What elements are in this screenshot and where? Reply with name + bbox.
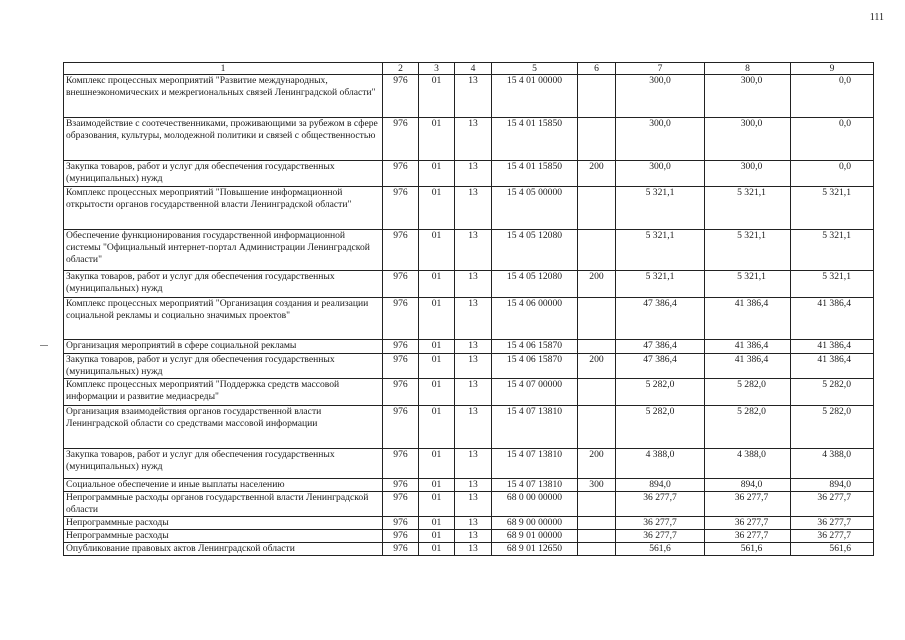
row-name-cell: Закупка товаров, работ и услуг для обеспечения государственных (муниципальных) нужд <box>64 271 383 298</box>
cell-col-7: 47 386,4 <box>616 354 705 379</box>
row-name-cell: Комплекс процессных мероприятий "Поддержка средств массовой информации и развитие медиасреды" <box>64 379 383 406</box>
cell-col-7: 5 321,1 <box>616 271 705 298</box>
cell-col-4: 13 <box>455 379 492 406</box>
cell-col-6: 300 <box>578 479 616 492</box>
cell-col-9: 36 277,7 <box>791 517 874 530</box>
cell-col-2: 976 <box>383 75 419 118</box>
row-name-cell: Непрограммные расходы <box>64 530 383 543</box>
cell-col-5: 15 4 07 13810 <box>492 406 578 449</box>
column-header: 2 <box>383 63 419 75</box>
scan-mark <box>40 345 48 346</box>
cell-col-9: 0,0 <box>791 118 874 161</box>
cell-col-3: 01 <box>419 543 455 556</box>
table-row <box>64 517 874 530</box>
cell-col-6 <box>578 379 616 406</box>
cell-col-7: 5 282,0 <box>616 379 705 406</box>
cell-col-4: 13 <box>455 449 492 479</box>
cell-col-2: 976 <box>383 492 419 517</box>
cell-col-8: 4 388,0 <box>705 449 791 479</box>
cell-col-9: 5 321,1 <box>791 271 874 298</box>
cell-col-6 <box>578 530 616 543</box>
cell-col-4: 13 <box>455 406 492 449</box>
cell-col-5: 68 9 01 12650 <box>492 543 578 556</box>
cell-col-3: 01 <box>419 379 455 406</box>
cell-col-6 <box>578 118 616 161</box>
cell-col-4: 13 <box>455 492 492 517</box>
cell-col-2: 976 <box>383 230 419 271</box>
cell-col-8: 36 277,7 <box>705 530 791 543</box>
cell-col-7: 300,0 <box>616 161 705 187</box>
row-name-cell: Организация мероприятий в сфере социальной рекламы <box>64 340 383 354</box>
table-row <box>64 379 874 406</box>
cell-col-4: 13 <box>455 118 492 161</box>
cell-col-8: 36 277,7 <box>705 517 791 530</box>
cell-col-9: 0,0 <box>791 75 874 118</box>
cell-col-2: 976 <box>383 517 419 530</box>
cell-col-2: 976 <box>383 406 419 449</box>
cell-col-8: 5 321,1 <box>705 230 791 271</box>
cell-col-4: 13 <box>455 187 492 230</box>
row-name-cell: Взаимодействие с соотечественниками, проживающими за рубежом в сфере образования, культуры, молодежной политики и связей с общественностью <box>64 118 383 161</box>
cell-col-2: 976 <box>383 340 419 354</box>
cell-col-3: 01 <box>419 449 455 479</box>
cell-col-5: 15 4 01 00000 <box>492 75 578 118</box>
cell-col-7: 36 277,7 <box>616 492 705 517</box>
cell-col-8: 561,6 <box>705 543 791 556</box>
cell-col-8: 300,0 <box>705 75 791 118</box>
cell-col-5: 68 9 00 00000 <box>492 517 578 530</box>
cell-col-2: 976 <box>383 271 419 298</box>
cell-col-3: 01 <box>419 161 455 187</box>
cell-col-7: 4 388,0 <box>616 449 705 479</box>
cell-col-4: 13 <box>455 543 492 556</box>
cell-col-4: 13 <box>455 517 492 530</box>
cell-col-8: 41 386,4 <box>705 340 791 354</box>
row-name-cell: Непрограммные расходы органов государственной власти Ленинградской области <box>64 492 383 517</box>
cell-col-9: 5 282,0 <box>791 406 874 449</box>
cell-col-4: 13 <box>455 161 492 187</box>
cell-col-2: 976 <box>383 449 419 479</box>
cell-col-3: 01 <box>419 354 455 379</box>
table-row <box>64 354 874 379</box>
table-row <box>64 543 874 556</box>
table-row <box>64 118 874 161</box>
cell-col-8: 36 277,7 <box>705 492 791 517</box>
table-row <box>64 161 874 187</box>
cell-col-9: 5 321,1 <box>791 230 874 271</box>
cell-col-5: 15 4 01 15850 <box>492 118 578 161</box>
column-header: 8 <box>705 63 791 75</box>
cell-col-8: 300,0 <box>705 118 791 161</box>
cell-col-8: 5 282,0 <box>705 406 791 449</box>
cell-col-9: 5 321,1 <box>791 187 874 230</box>
row-name-cell: Закупка товаров, работ и услуг для обеспечения государственных (муниципальных) нужд <box>64 161 383 187</box>
cell-col-4: 13 <box>455 230 492 271</box>
table-body <box>64 75 874 556</box>
cell-col-7: 36 277,7 <box>616 517 705 530</box>
budget-table <box>63 62 874 556</box>
table-header-row <box>64 63 874 75</box>
cell-col-5: 15 4 07 13810 <box>492 449 578 479</box>
cell-col-4: 13 <box>455 340 492 354</box>
cell-col-6 <box>578 75 616 118</box>
cell-col-7: 300,0 <box>616 118 705 161</box>
cell-col-6 <box>578 340 616 354</box>
row-name-cell: Комплекс процессных мероприятий "Организация создания и реализации социальной рекламы и социально значимых проектов" <box>64 298 383 340</box>
table-row <box>64 340 874 354</box>
row-name-cell: Комплекс процессных мероприятий "Развитие международных, внешнеэкономических и межрегиональных связей Ленинградской области" <box>64 75 383 118</box>
table-row <box>64 187 874 230</box>
cell-col-9: 0,0 <box>791 161 874 187</box>
table-row <box>64 530 874 543</box>
column-header: 9 <box>791 63 874 75</box>
cell-col-2: 976 <box>383 530 419 543</box>
cell-col-4: 13 <box>455 530 492 543</box>
cell-col-7: 47 386,4 <box>616 298 705 340</box>
column-header: 4 <box>455 63 492 75</box>
cell-col-2: 976 <box>383 479 419 492</box>
row-name-cell: Организация взаимодействия органов государственной власти Ленинградской области со средствами массовой информации <box>64 406 383 449</box>
cell-col-7: 894,0 <box>616 479 705 492</box>
cell-col-4: 13 <box>455 479 492 492</box>
cell-col-3: 01 <box>419 492 455 517</box>
cell-col-6 <box>578 298 616 340</box>
column-header: 3 <box>419 63 455 75</box>
cell-col-6 <box>578 187 616 230</box>
cell-col-2: 976 <box>383 354 419 379</box>
cell-col-4: 13 <box>455 354 492 379</box>
cell-col-3: 01 <box>419 75 455 118</box>
cell-col-8: 41 386,4 <box>705 298 791 340</box>
cell-col-4: 13 <box>455 75 492 118</box>
cell-col-5: 15 4 05 12080 <box>492 271 578 298</box>
cell-col-3: 01 <box>419 118 455 161</box>
cell-col-7: 5 321,1 <box>616 187 705 230</box>
cell-col-3: 01 <box>419 340 455 354</box>
table-row <box>64 449 874 479</box>
cell-col-3: 01 <box>419 298 455 340</box>
column-header: 1 <box>64 63 383 75</box>
cell-col-2: 976 <box>383 187 419 230</box>
cell-col-5: 15 4 06 15870 <box>492 340 578 354</box>
cell-col-8: 5 282,0 <box>705 379 791 406</box>
cell-col-6 <box>578 230 616 271</box>
cell-col-6: 200 <box>578 271 616 298</box>
cell-col-5: 68 9 01 00000 <box>492 530 578 543</box>
cell-col-8: 41 386,4 <box>705 354 791 379</box>
cell-col-8: 894,0 <box>705 479 791 492</box>
cell-col-9: 41 386,4 <box>791 340 874 354</box>
cell-col-2: 976 <box>383 543 419 556</box>
table-row <box>64 492 874 517</box>
table-row <box>64 271 874 298</box>
cell-col-2: 976 <box>383 298 419 340</box>
table-row <box>64 298 874 340</box>
cell-col-7: 36 277,7 <box>616 530 705 543</box>
cell-col-3: 01 <box>419 406 455 449</box>
cell-col-7: 5 282,0 <box>616 406 705 449</box>
cell-col-8: 5 321,1 <box>705 271 791 298</box>
cell-col-5: 68 0 00 00000 <box>492 492 578 517</box>
cell-col-9: 36 277,7 <box>791 530 874 543</box>
cell-col-3: 01 <box>419 517 455 530</box>
cell-col-5: 15 4 05 00000 <box>492 187 578 230</box>
cell-col-5: 15 4 06 00000 <box>492 298 578 340</box>
cell-col-6 <box>578 492 616 517</box>
cell-col-9: 41 386,4 <box>791 298 874 340</box>
row-name-cell: Непрограммные расходы <box>64 517 383 530</box>
cell-col-8: 300,0 <box>705 161 791 187</box>
page-number: 111 <box>869 12 884 23</box>
row-name-cell: Опубликование правовых актов Ленинградской области <box>64 543 383 556</box>
cell-col-9: 36 277,7 <box>791 492 874 517</box>
cell-col-6 <box>578 543 616 556</box>
table-row <box>64 230 874 271</box>
cell-col-3: 01 <box>419 230 455 271</box>
row-name-cell: Закупка товаров, работ и услуг для обеспечения государственных (муниципальных) нужд <box>64 449 383 479</box>
cell-col-7: 5 321,1 <box>616 230 705 271</box>
cell-col-6: 200 <box>578 449 616 479</box>
cell-col-9: 4 388,0 <box>791 449 874 479</box>
cell-col-6: 200 <box>578 161 616 187</box>
row-name-cell: Закупка товаров, работ и услуг для обеспечения государственных (муниципальных) нужд <box>64 354 383 379</box>
cell-col-6: 200 <box>578 354 616 379</box>
cell-col-6 <box>578 517 616 530</box>
cell-col-5: 15 4 06 15870 <box>492 354 578 379</box>
row-name-cell: Социальное обеспечение и иные выплаты населению <box>64 479 383 492</box>
cell-col-5: 15 4 05 12080 <box>492 230 578 271</box>
cell-col-3: 01 <box>419 271 455 298</box>
row-name-cell: Обеспечение функционирования государственной информационной системы "Официальный интернет-портал Администрации Ленинградской области" <box>64 230 383 271</box>
cell-col-5: 15 4 01 15850 <box>492 161 578 187</box>
cell-col-7: 561,6 <box>616 543 705 556</box>
table-row <box>64 75 874 118</box>
row-name-cell: Комплекс процессных мероприятий "Повышение информационной открытости органов государственной власти Ленинградской области" <box>64 187 383 230</box>
table-row <box>64 406 874 449</box>
cell-col-4: 13 <box>455 298 492 340</box>
cell-col-9: 5 282,0 <box>791 379 874 406</box>
column-header: 6 <box>578 63 616 75</box>
cell-col-2: 976 <box>383 379 419 406</box>
cell-col-3: 01 <box>419 530 455 543</box>
cell-col-9: 561,6 <box>791 543 874 556</box>
table-row <box>64 479 874 492</box>
cell-col-3: 01 <box>419 187 455 230</box>
cell-col-2: 976 <box>383 118 419 161</box>
cell-col-9: 894,0 <box>791 479 874 492</box>
cell-col-5: 15 4 07 00000 <box>492 379 578 406</box>
cell-col-5: 15 4 07 13810 <box>492 479 578 492</box>
cell-col-7: 300,0 <box>616 75 705 118</box>
column-header: 7 <box>616 63 705 75</box>
cell-col-8: 5 321,1 <box>705 187 791 230</box>
cell-col-3: 01 <box>419 479 455 492</box>
cell-col-4: 13 <box>455 271 492 298</box>
cell-col-7: 47 386,4 <box>616 340 705 354</box>
column-header: 5 <box>492 63 578 75</box>
cell-col-9: 41 386,4 <box>791 354 874 379</box>
cell-col-2: 976 <box>383 161 419 187</box>
cell-col-6 <box>578 406 616 449</box>
